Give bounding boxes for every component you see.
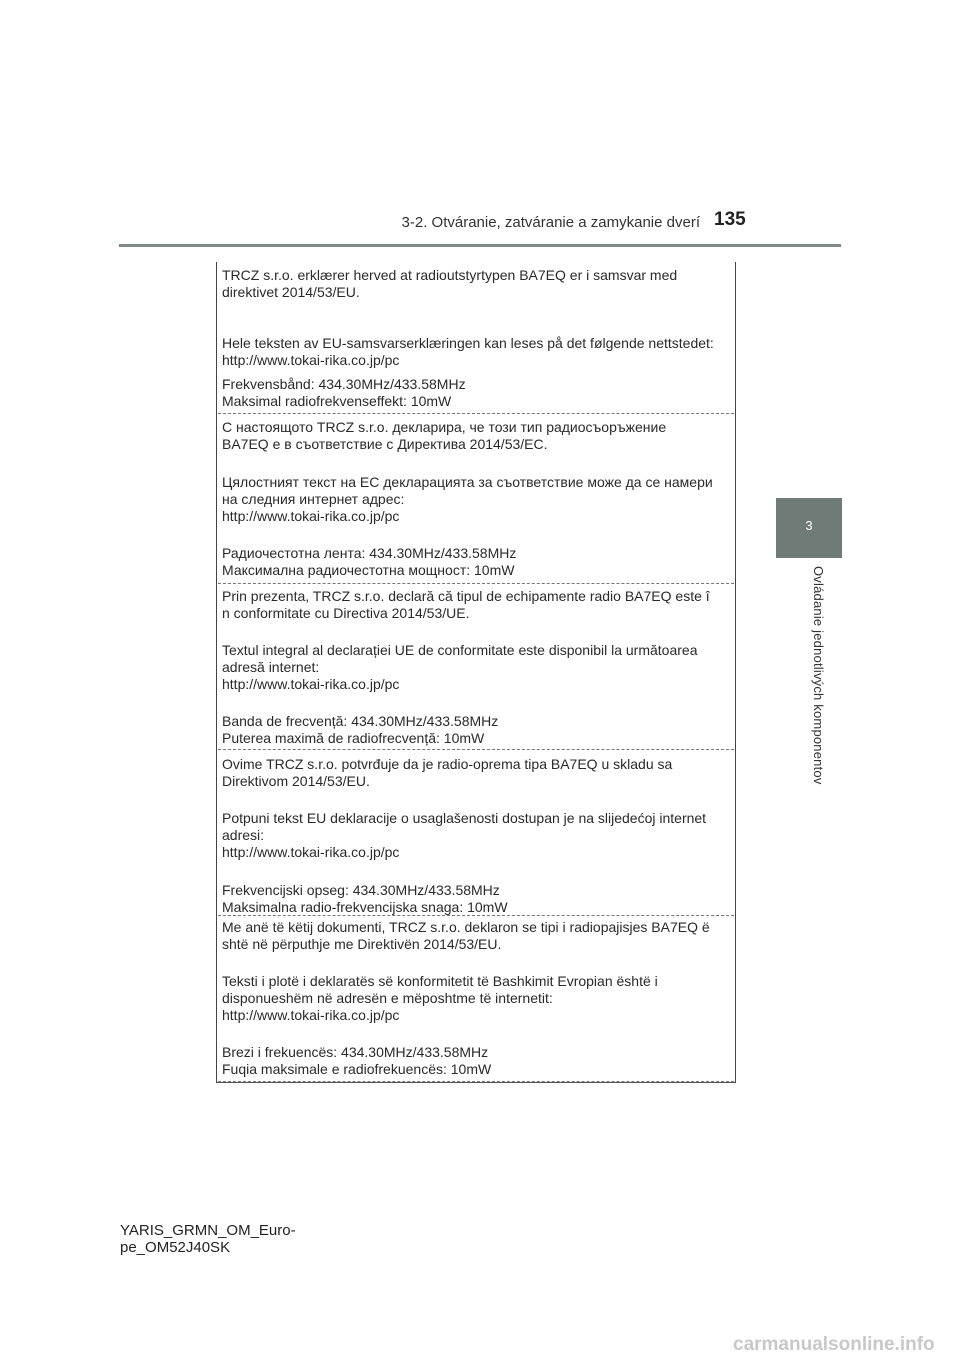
declaration-line: http://www.tokai-rika.co.jp/pc <box>222 508 400 524</box>
declaration-line: Maksimal radiofrekvenseffekt: 10mW <box>222 393 452 409</box>
header-divider <box>119 244 841 247</box>
declaration-line: Радиочестотна лента: 434.30MHz/433.58MHz <box>222 545 517 561</box>
declaration-line: BA7EQ е в съответствие с Директива 2014/53/ЕС. <box>222 436 548 452</box>
document-code-line-1: YARIS_GRMN_OM_Euro- <box>120 1222 296 1239</box>
declaration-line: n conformitate cu Directiva 2014/53/UE. <box>222 605 470 621</box>
declaration-section <box>218 750 734 916</box>
document-code-line-2: pe_OM52J40SK <box>120 1239 231 1256</box>
declaration-line: Hele teksten av EU-samsvarserklæringen kan leses på det følgende nettstedet: <box>222 335 714 351</box>
declaration-section <box>218 916 734 1082</box>
declaration-line: Me anë të këtij dokumenti, TRCZ s.r.o. deklaron se tipi i radiopajisjes BA7EQ ë <box>222 919 710 935</box>
declaration-line: С настоящото TRCZ s.r.o. декларира, че този тип радиосъоръжение <box>222 419 667 435</box>
page-number: 135 <box>714 209 746 230</box>
declaration-line: Direktivom 2014/53/EU. <box>222 773 370 789</box>
declaration-line: Максимална радиочестотна мощност: 10mW <box>222 562 515 578</box>
declaration-line: Banda de frecvență: 434.30MHz/433.58MHz <box>222 713 499 729</box>
declaration-line: Fuqia maksimale e radiofrekuencës: 10mW <box>222 1061 492 1077</box>
declaration-line: http://www.tokai-rika.co.jp/pc <box>222 352 400 368</box>
declaration-line: на следния интернет адрес: <box>222 491 405 507</box>
declaration-line: http://www.tokai-rika.co.jp/pc <box>222 844 400 860</box>
declaration-line: Textul integral al declarației UE de conformitate este disponibil la următoarea <box>222 642 698 658</box>
declaration-line: Frekvensbånd: 434.30MHz/433.58MHz <box>222 376 466 392</box>
declaration-section <box>218 414 734 584</box>
page-header-title: 3-2. Otváranie, zatváranie a zamykanie dverí <box>401 214 700 231</box>
declaration-line: adresă internet: <box>222 659 320 675</box>
declaration-line: disponueshëm në adresën e mëposhtme të internetit: <box>222 990 553 1006</box>
declaration-line: Potpuni tekst EU deklaracije o usaglašenosti dostupan je na slijedećoj internet <box>222 810 707 826</box>
declaration-line: Maksimalna radio-frekvencijska snaga: 10mW <box>222 899 508 915</box>
declaration-line: Ovime TRCZ s.r.o. potvrđuje da je radio-oprema tipa BA7EQ u skladu sa <box>222 756 673 772</box>
declaration-line: direktivet 2014/53/EU. <box>222 284 360 300</box>
declaration-line: Teksti i plotë i deklaratës së konformitetit të Bashkimit Evropian është i <box>222 973 658 989</box>
declaration-line: http://www.tokai-rika.co.jp/pc <box>222 676 400 692</box>
declaration-line: http://www.tokai-rika.co.jp/pc <box>222 1007 400 1023</box>
chapter-tab-label: Ovládanie jednotlivých komponentov <box>811 566 826 785</box>
document-code <box>120 1222 296 1256</box>
declaration-line: Цялостният текст на ЕС декларацията за съответствие може да се намери <box>222 474 713 490</box>
watermark: carmanualsonline.info <box>733 1334 935 1355</box>
declaration-line: Puterea maximă de radiofrecvență: 10mW <box>222 730 485 746</box>
declaration-line: Prin prezenta, TRCZ s.r.o. declară că tipul de echipamente radio BA7EQ este î <box>222 588 710 604</box>
declaration-line: TRCZ s.r.o. erklærer herved at radioutstyrtypen BA7EQ er i samsvar med <box>222 267 678 283</box>
declaration-line: Frekvencijski opseg: 434.30MHz/433.58MHz <box>222 882 500 898</box>
declaration-line: adresi: <box>222 827 265 843</box>
declaration-section <box>218 263 734 414</box>
declaration-section <box>218 584 734 750</box>
chapter-tab-number: 3 <box>805 518 813 533</box>
declaration-line: Brezi i frekuencës: 434.30MHz/433.58MHz <box>222 1044 489 1060</box>
declaration-line: shtë në përputhje me Direktivën 2014/53/EU. <box>222 936 502 952</box>
